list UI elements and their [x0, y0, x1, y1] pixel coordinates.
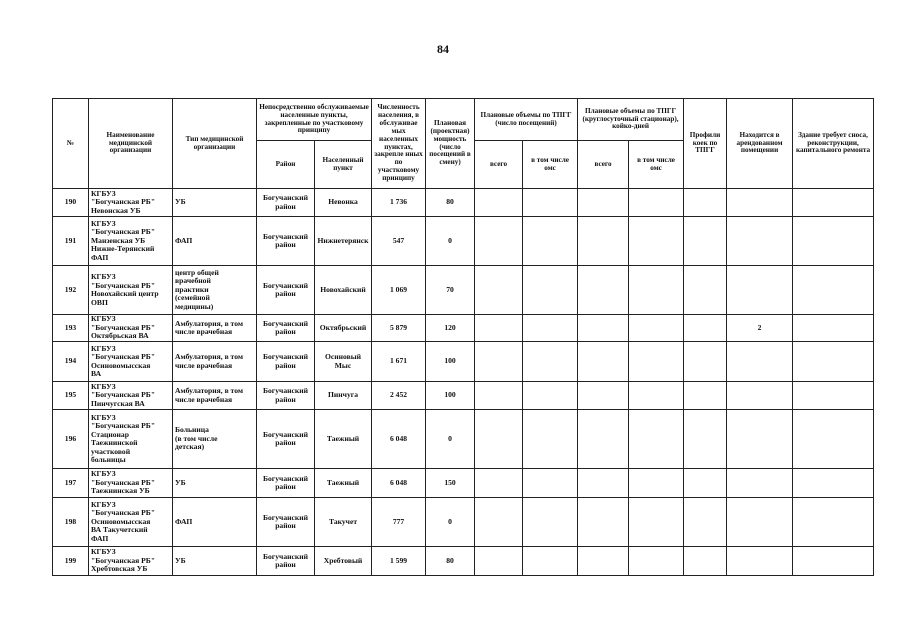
- cell-settlement: Таежный: [315, 469, 372, 498]
- cell-settlement: Пинчуга: [315, 382, 372, 410]
- cell-outpatient-oms: [523, 217, 578, 266]
- cell-settlement: Хребтовый: [315, 547, 372, 576]
- header-outpatient-total: всего: [475, 141, 523, 189]
- header-organization-type: Тип медицинской организации: [173, 99, 257, 189]
- cell-capacity: 120: [426, 315, 475, 342]
- cell-inpatient-total: [578, 217, 629, 266]
- cell-outpatient-oms: [523, 410, 578, 469]
- cell-district: Богучанский район: [257, 342, 315, 382]
- cell-outpatient-oms: [523, 342, 578, 382]
- cell-leased: [727, 266, 793, 315]
- cell-bed-profiles: [684, 342, 727, 382]
- header-inpatient-volumes: Плановые объемы по ТПГГ (круглосуточный стационар), койко-дней: [578, 99, 684, 141]
- cell-outpatient-oms: [523, 382, 578, 410]
- cell-population: 1 671: [372, 342, 426, 382]
- table-row: [53, 547, 874, 576]
- cell-capacity: 0: [426, 217, 475, 266]
- table-row: [53, 410, 874, 469]
- header-outpatient-oms: в том числе омс: [523, 141, 578, 189]
- cell-outpatient-oms: [523, 315, 578, 342]
- cell-organization-name: КГБУЗ "Богучанская РБ" Октябрьская ВА: [89, 315, 173, 342]
- cell-district: Богучанский район: [257, 498, 315, 547]
- cell-bed-profiles: [684, 498, 727, 547]
- cell-leased: [727, 189, 793, 217]
- table-row: [53, 189, 874, 217]
- cell-organization-type: Амбулатория, в том числе врачебная: [173, 342, 257, 382]
- cell-outpatient-total: [475, 342, 523, 382]
- header-served-settlements: Непосредственно обслуживаемые населенные пункты, закрепленные по участковому принципу: [257, 99, 372, 141]
- cell-building-repair: [793, 266, 874, 315]
- cell-population: 1 599: [372, 547, 426, 576]
- cell-building-repair: [793, 410, 874, 469]
- table-body: [53, 189, 874, 576]
- cell-organization-name: КГБУЗ "Богучанская РБ" Хребтовская УБ: [89, 547, 173, 576]
- cell-outpatient-total: [475, 217, 523, 266]
- cell-district: Богучанский район: [257, 547, 315, 576]
- cell-bed-profiles: [684, 469, 727, 498]
- header-inpatient-oms: в том числе омс: [629, 141, 684, 189]
- table-row: [53, 498, 874, 547]
- cell-inpatient-oms: [629, 217, 684, 266]
- header-population: Численность населения, в обслуживае мых населенных пунктах, закрепле нных по участковому принципу: [372, 99, 426, 189]
- cell-settlement: Таежный: [315, 410, 372, 469]
- cell-leased: [727, 217, 793, 266]
- cell-district: Богучанский район: [257, 217, 315, 266]
- table-row: [53, 469, 874, 498]
- cell-organization-name: КГБУЗ "Богучанская РБ" Манзенская УБ Нижне-Терянский ФАП: [89, 217, 173, 266]
- cell-inpatient-oms: [629, 315, 684, 342]
- cell-outpatient-oms: [523, 469, 578, 498]
- cell-outpatient-total: [475, 266, 523, 315]
- cell-building-repair: [793, 315, 874, 342]
- cell-leased: 2: [727, 315, 793, 342]
- cell-inpatient-oms: [629, 382, 684, 410]
- cell-district: Богучанский район: [257, 382, 315, 410]
- header-leased-premises: Находится в арендованном помещении: [727, 99, 793, 189]
- cell-number: 196: [53, 410, 89, 469]
- cell-population: 1 069: [372, 266, 426, 315]
- cell-number: 199: [53, 547, 89, 576]
- header-outpatient-volumes: Плановые объемы по ТПГГ (число посещений): [475, 99, 578, 141]
- cell-capacity: 0: [426, 410, 475, 469]
- header-district: Район: [257, 141, 315, 189]
- cell-building-repair: [793, 382, 874, 410]
- cell-settlement: Осиновый Мыс: [315, 342, 372, 382]
- cell-organization-name: КГБУЗ "Богучанская РБ" Пинчугская ВА: [89, 382, 173, 410]
- table-row: [53, 217, 874, 266]
- cell-number: 190: [53, 189, 89, 217]
- cell-bed-profiles: [684, 189, 727, 217]
- cell-leased: [727, 547, 793, 576]
- cell-number: 194: [53, 342, 89, 382]
- cell-number: 197: [53, 469, 89, 498]
- cell-organization-type: Амбулатория, в том числе врачебная: [173, 382, 257, 410]
- cell-inpatient-oms: [629, 410, 684, 469]
- header-building-repair: Здание требует сноса, реконструкции, капитального ремонта: [793, 99, 874, 189]
- cell-population: 2 452: [372, 382, 426, 410]
- cell-number: 195: [53, 382, 89, 410]
- header-number: №: [53, 99, 89, 189]
- cell-outpatient-total: [475, 469, 523, 498]
- cell-organization-type: ФАП: [173, 498, 257, 547]
- cell-organization-name: КГБУЗ "Богучанская РБ" Стационар Таежнинской участковой больницы: [89, 410, 173, 469]
- cell-capacity: 150: [426, 469, 475, 498]
- cell-settlement: Октябрьский: [315, 315, 372, 342]
- cell-inpatient-oms: [629, 547, 684, 576]
- cell-inpatient-total: [578, 469, 629, 498]
- facilities-table: [52, 98, 874, 576]
- cell-organization-name: КГБУЗ "Богучанская РБ" Новохайский центр ОВП: [89, 266, 173, 315]
- cell-outpatient-oms: [523, 266, 578, 315]
- cell-building-repair: [793, 217, 874, 266]
- cell-number: 191: [53, 217, 89, 266]
- cell-population: 1 736: [372, 189, 426, 217]
- cell-inpatient-oms: [629, 498, 684, 547]
- cell-population: 6 048: [372, 469, 426, 498]
- cell-bed-profiles: [684, 266, 727, 315]
- header-planned-capacity: Плановая (проектная) мощность (число посещений в смену): [426, 99, 475, 189]
- cell-number: 198: [53, 498, 89, 547]
- cell-outpatient-total: [475, 315, 523, 342]
- cell-population: 6 048: [372, 410, 426, 469]
- cell-inpatient-oms: [629, 342, 684, 382]
- cell-organization-name: КГБУЗ "Богучанская РБ" Осиновомысская ВА Такучетский ФАП: [89, 498, 173, 547]
- cell-leased: [727, 498, 793, 547]
- cell-leased: [727, 410, 793, 469]
- cell-district: Богучанский район: [257, 189, 315, 217]
- cell-building-repair: [793, 547, 874, 576]
- cell-organization-name: КГБУЗ "Богучанская РБ" Невонская УБ: [89, 189, 173, 217]
- table-row: [53, 266, 874, 315]
- cell-number: 192: [53, 266, 89, 315]
- cell-district: Богучанский район: [257, 410, 315, 469]
- cell-capacity: 80: [426, 547, 475, 576]
- cell-population: 777: [372, 498, 426, 547]
- cell-organization-type: Амбулатория, в том числе врачебная: [173, 315, 257, 342]
- cell-capacity: 100: [426, 342, 475, 382]
- cell-settlement: Новохайский: [315, 266, 372, 315]
- cell-population: 547: [372, 217, 426, 266]
- cell-inpatient-oms: [629, 189, 684, 217]
- cell-inpatient-total: [578, 410, 629, 469]
- cell-organization-type: УБ: [173, 469, 257, 498]
- cell-district: Богучанский район: [257, 266, 315, 315]
- cell-population: 5 879: [372, 315, 426, 342]
- cell-outpatient-total: [475, 382, 523, 410]
- cell-inpatient-total: [578, 342, 629, 382]
- cell-organization-type: ФАП: [173, 217, 257, 266]
- cell-settlement: Такучет: [315, 498, 372, 547]
- table-header: [53, 99, 874, 189]
- cell-outpatient-total: [475, 547, 523, 576]
- cell-capacity: 70: [426, 266, 475, 315]
- cell-bed-profiles: [684, 410, 727, 469]
- cell-inpatient-total: [578, 498, 629, 547]
- cell-capacity: 80: [426, 189, 475, 217]
- table-row: [53, 342, 874, 382]
- cell-inpatient-total: [578, 382, 629, 410]
- cell-outpatient-oms: [523, 498, 578, 547]
- cell-bed-profiles: [684, 217, 727, 266]
- cell-organization-name: КГБУЗ "Богучанская РБ" Таежнинская УБ: [89, 469, 173, 498]
- header-settlement: Населенный пункт: [315, 141, 372, 189]
- header-bed-profiles: Профили коек по ТПГГ: [684, 99, 727, 189]
- cell-organization-type: УБ: [173, 189, 257, 217]
- cell-organization-type: Больница (в том числе детская): [173, 410, 257, 469]
- cell-outpatient-total: [475, 189, 523, 217]
- cell-settlement: Невонка: [315, 189, 372, 217]
- cell-building-repair: [793, 189, 874, 217]
- page-number: 84: [437, 42, 449, 56]
- cell-outpatient-total: [475, 410, 523, 469]
- cell-building-repair: [793, 342, 874, 382]
- cell-capacity: 0: [426, 498, 475, 547]
- cell-inpatient-total: [578, 547, 629, 576]
- cell-bed-profiles: [684, 315, 727, 342]
- cell-leased: [727, 342, 793, 382]
- cell-inpatient-total: [578, 266, 629, 315]
- cell-organization-type: центр общей врачебной практики (семейной медицины): [173, 266, 257, 315]
- cell-district: Богучанский район: [257, 469, 315, 498]
- cell-outpatient-total: [475, 498, 523, 547]
- cell-outpatient-oms: [523, 189, 578, 217]
- cell-bed-profiles: [684, 382, 727, 410]
- cell-building-repair: [793, 498, 874, 547]
- cell-inpatient-oms: [629, 469, 684, 498]
- cell-leased: [727, 469, 793, 498]
- cell-building-repair: [793, 469, 874, 498]
- cell-bed-profiles: [684, 547, 727, 576]
- cell-settlement: Нижнетерянск: [315, 217, 372, 266]
- cell-inpatient-oms: [629, 266, 684, 315]
- cell-capacity: 100: [426, 382, 475, 410]
- cell-inpatient-total: [578, 189, 629, 217]
- cell-number: 193: [53, 315, 89, 342]
- cell-organization-type: УБ: [173, 547, 257, 576]
- cell-leased: [727, 382, 793, 410]
- header-organization-name: Наименование медицинской организации: [89, 99, 173, 189]
- cell-outpatient-oms: [523, 547, 578, 576]
- cell-organization-name: КГБУЗ "Богучанская РБ" Осиновомысская ВА: [89, 342, 173, 382]
- cell-district: Богучанский район: [257, 315, 315, 342]
- table-row: [53, 315, 874, 342]
- table-row: [53, 382, 874, 410]
- cell-inpatient-total: [578, 315, 629, 342]
- header-inpatient-total: всего: [578, 141, 629, 189]
